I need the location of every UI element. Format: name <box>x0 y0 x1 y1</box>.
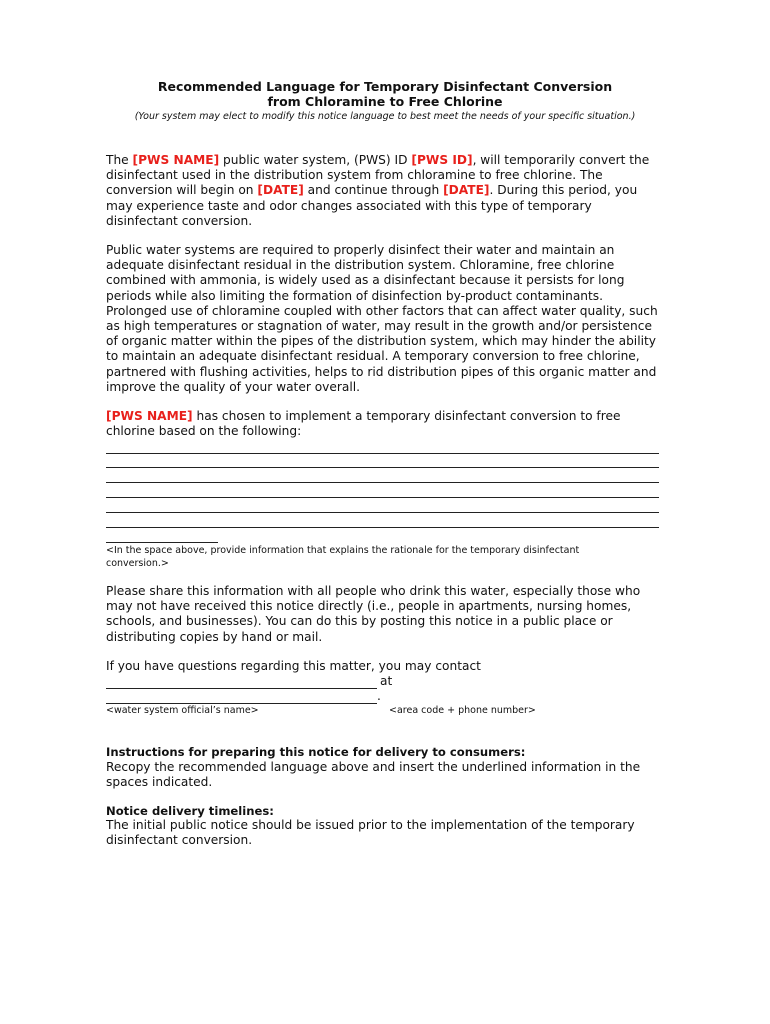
phone-number-label: <area code + phone number> <box>389 705 536 716</box>
instructions-text: Recopy the recommended language above and insert the underlined information in the spaces indicated. <box>106 760 641 790</box>
rationale-hint: <In the space above, provide information that explains the rationale for the temporary disinfectant conversion.> <box>106 545 580 569</box>
timelines-text: The initial public notice should be issued prior to the implementation of the temporary disinfectant conversion. <box>106 818 635 848</box>
pws-name-placeholder: [PWS NAME] <box>132 153 220 167</box>
share-paragraph: Please share this information with all people who drink this water, especially those who may not have received this notice directly (i.e., people in apartments, nursing homes, schools, and businesses). You can do this by posting this notice in a public place or distributing copies by hand or mail. <box>106 584 641 644</box>
intro-paragraph: The [PWS NAME] public water system, (PWS) ID [PWS ID], will temporarily convert the disinfectant used in the distribution system from chloramine to free chlorine. The conversion will begin on [DATE] and continue through [DATE]. During this period, you may experience taste and odor changes associated with this type of temporary disinfectant conversion. <box>106 153 650 228</box>
start-date-placeholder: [DATE] <box>257 183 304 198</box>
rationale-blank-line[interactable] <box>106 482 659 483</box>
timelines-heading: Notice delivery timelines: <box>106 804 274 818</box>
instructions-heading: Instructions for preparing this notice for delivery to consumers: <box>106 745 526 759</box>
end-date-placeholder: [DATE] <box>443 183 490 198</box>
contact-at: at <box>380 674 393 688</box>
rationale-blank-line[interactable] <box>106 497 659 498</box>
title-line-2: from Chloramine to Free Chlorine <box>267 94 503 109</box>
subtitle-note: (Your system may elect to modify this notice language to best meet the needs of your specific situation.) <box>134 111 636 122</box>
official-name-label: <water system official’s name> <box>106 705 259 716</box>
pws-name-placeholder: [PWS NAME] <box>106 409 193 423</box>
background-paragraph: Public water systems are required to properly disinfect their water and maintain an adequate disinfectant residual in the distribution system. Chloramine, free chlorine combined with ammonia, is widely used as a disinfectant because it persists for long periods while also limiting the formation of disinfection by-product contaminants. Prolonged use of chloramine coupled with other factors that can affect water quality, such as high temperatures or stagnation of water, may result in the growth and/or persistence of organic matter within the pipes of the distribution system, which may hinder the ability to maintain an adequate disinfectant residual. A temporary conversion to free chlorine, partnered with flushing activities, helps to rid distribution pipes of this organic matter and improve the quality of your water overall. <box>106 243 658 394</box>
rationale-intro-paragraph: [PWS NAME] has chosen to implement a temporary disinfectant conversion to free chlorine based on the following: <box>106 409 621 439</box>
pws-id-placeholder: [PWS ID] <box>411 153 473 167</box>
official-name-blank[interactable] <box>106 688 377 689</box>
rationale-blank-line[interactable] <box>106 542 218 543</box>
contact-intro: If you have questions regarding this matter, you may contact <box>106 659 481 673</box>
title-line-1: Recommended Language for Temporary Disinfectant Conversion <box>157 79 613 94</box>
rationale-blank-line[interactable] <box>106 512 659 513</box>
rationale-blank-line[interactable] <box>106 467 659 468</box>
contact-period: . <box>377 689 381 703</box>
rationale-blank-line[interactable] <box>106 453 659 454</box>
rationale-blank-line[interactable] <box>106 527 659 528</box>
